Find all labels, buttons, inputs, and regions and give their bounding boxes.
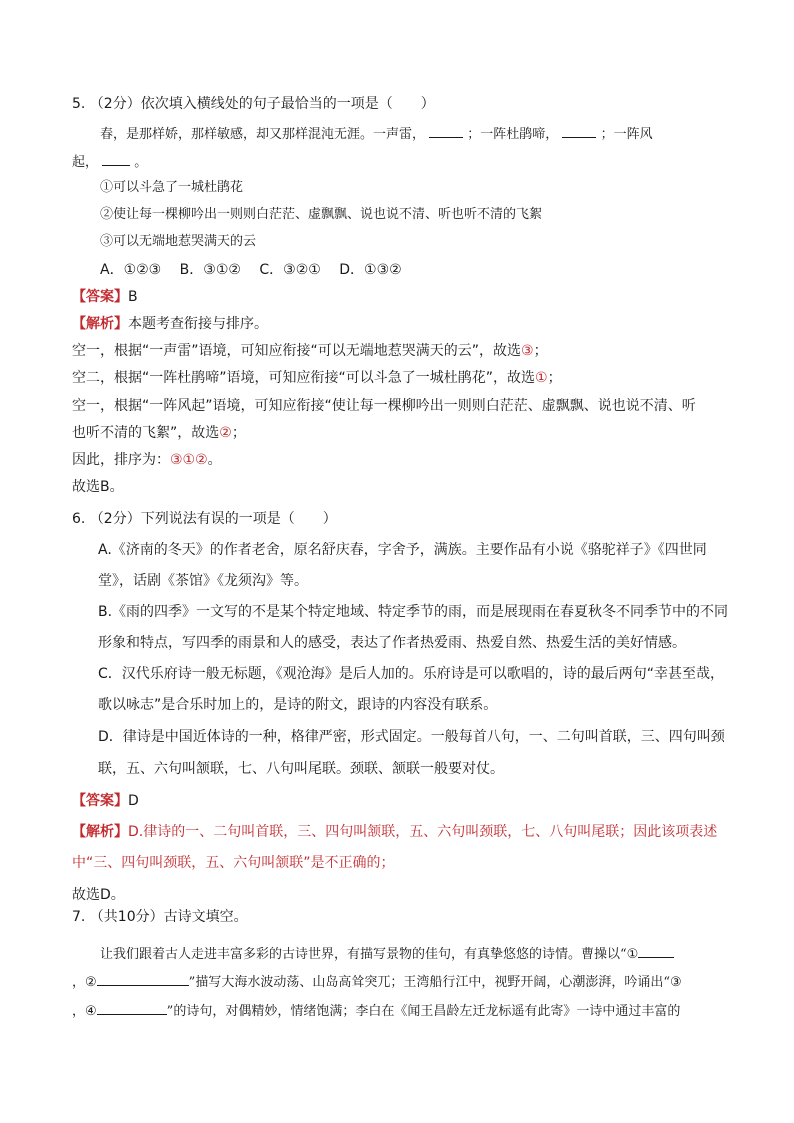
q7-blank-number-1: ①	[626, 947, 639, 962]
q5-analysis-head	[72, 314, 268, 334]
q7-blank-4[interactable]	[97, 1000, 167, 1015]
q7-passage-line-2	[72, 971, 682, 993]
q5-answer-tag: 【答案】	[72, 289, 128, 305]
q5-stem: 5. （2分）依次填入横线处的句子最恰当的一项是（ ）	[72, 96, 435, 112]
q7-passage-comma-1: ，	[72, 975, 86, 990]
q6-answer-tag: 【答案】	[72, 793, 128, 809]
q5-analysis-head-text: 本题考查衔接与排序。	[128, 316, 268, 332]
q6-option-b-line-1: B.《雨的四季》一文写的不是某个特定地域、特定季节的雨，而是展现雨在春夏秋冬不同季节中的不同	[98, 604, 729, 620]
q5-analysis-end-1: ；	[533, 343, 548, 359]
q7-passage-line-1	[100, 943, 674, 965]
q5-item-1: ①可以斗急了一城杜鹃花	[100, 180, 244, 195]
q6-answer	[72, 791, 139, 811]
q5-analysis-end-4: ；	[231, 425, 246, 441]
q5-item-3: ③可以无端地惹哭满天的云	[100, 234, 257, 249]
q5-analysis-line-4	[72, 423, 246, 443]
q5-analysis-text-4: 也听不清的飞絮”，故选	[72, 425, 220, 441]
q7-passage-text-2: ”描写大海水波动荡、山岛高耸突兀；王湾船行江中，视野开阔，心潮澎湃，吟诵出“	[188, 975, 670, 990]
q6-option-c-line-1: C．汉代乐府诗一般无标题，《观沧海》是后人加的。乐府诗是可以歌唱的，诗的最后两句“幸甚至哉，	[98, 666, 725, 682]
q7-blank-number-4: ④	[85, 1004, 97, 1019]
q6-conclusion: 故选D。	[72, 887, 125, 903]
q7-passage-text-1: 让我们跟着古人走进丰富多彩的古诗世界，有描写景物的佳句，有真挚悠悠的诗情。曹操以“	[100, 947, 627, 962]
q5-analysis-text-5: 因此，排序为：	[72, 452, 170, 468]
q7-blank-number-2: ②	[85, 975, 97, 990]
q5-answer	[72, 287, 138, 307]
q7-passage-line-3	[72, 1000, 680, 1022]
q6-analysis-line-1	[72, 822, 717, 842]
q5-analysis-end-5: 。	[207, 452, 222, 468]
q5-options: A．①②③ B．③①② C．③②① D．①③②	[100, 262, 402, 278]
q5-analysis-text-1: 空一，根据“一声雷”语境，可知应衔接“可以无端地惹哭满天的云”，故选	[72, 343, 522, 359]
q5-passage-c: ；一阵风	[600, 127, 653, 142]
q6-answer-value: D	[128, 793, 139, 809]
q7-passage-text-3: ”的诗句，对偶精妙，情绪饱满；李白在《闻王昌龄左迁龙标遥有此寄》一诗中通过丰富的	[166, 1004, 681, 1019]
q7-blank-2[interactable]	[97, 971, 189, 986]
q5-analysis-mark-4: ②	[219, 425, 232, 441]
q6-analysis-line-2: 中“三、四句叫颈联，五、六句叫颔联”是不正确的；	[72, 855, 395, 871]
q7-stem: 7. （共10分）古诗文填空。	[72, 909, 248, 925]
q5-analysis-line-2	[72, 368, 562, 388]
q5-passage-line-1	[100, 123, 653, 145]
q6-analysis-tag: 【解析】	[72, 824, 128, 840]
q5-analysis-line-5	[72, 450, 222, 470]
q5-blank-3[interactable]	[102, 151, 130, 166]
q6-option-a-line-2: 堂》，话剧《茶馆》《龙须沟》等。	[98, 573, 308, 589]
q6-stem: 6. （2分）下列说法有误的一项是（ ）	[72, 511, 337, 527]
q6-option-c-line-2: 歌以咏志”是合乐时加上的，是诗的附文，跟诗的内容没有联系。	[98, 697, 498, 713]
q5-analysis-mark-2: ①	[535, 370, 548, 386]
q5-passage-b: ；一阵杜鹃啼，	[467, 127, 559, 142]
q5-blank-2[interactable]	[562, 123, 596, 138]
q5-analysis-mark-1: ③	[521, 343, 534, 359]
q5-conclusion: 故选B。	[72, 479, 124, 495]
q5-analysis-line-1	[72, 341, 548, 361]
q5-analysis-line-3: 空一，根据“一阵风起”语境，可知应衔接“使让每一棵柳吟出一则则白茫茫、虚飘飘、说也说不清、听	[72, 398, 696, 414]
q6-analysis-text-1: D.律诗的一、二句叫首联，三、四句叫颔联，五、六句叫颈联，七、八句叫尾联；因此该项表述	[128, 824, 718, 840]
q6-option-d-line-2: 联，五、六句叫颔联，七、八句叫尾联。颈联、颔联一般要对仗。	[98, 761, 504, 777]
q5-analysis-end-2: ；	[547, 370, 562, 386]
q5-answer-value: B	[128, 289, 138, 305]
q5-analysis-tag: 【解析】	[72, 316, 128, 332]
q5-passage-end: 。	[134, 155, 148, 170]
q6-option-b-line-2: 形象和特点，写四季的雨景和人的感受，表达了作者热爱雨、热爱自然、热爱生活的美好情感。	[98, 635, 686, 651]
q7-blank-number-3: ③	[669, 975, 682, 990]
q6-option-d-line-1: D．律诗是中国近体诗的一种，格律严密，形式固定。一般每首八句，一、二句叫首联，三、四句叫颈	[98, 729, 725, 745]
q7-blank-1[interactable]	[638, 943, 674, 958]
q5-analysis-mark-5: ③①②	[170, 452, 208, 468]
q5-blank-1[interactable]	[429, 123, 463, 138]
q5-analysis-text-2: 空二，根据“一阵杜鹃啼”语境，可知应衔接“可以斗急了一城杜鹃花”，故选	[72, 370, 536, 386]
q7-passage-comma-2: ，	[72, 1004, 86, 1019]
q5-item-2: ②使让每一棵柳吟出一则则白茫茫、虚飘飘、说也说不清、听也听不清的飞絮	[100, 207, 543, 222]
q5-passage-line-2	[72, 151, 147, 173]
q6-option-a-line-1: A.《济南的冬天》的作者老舍，原名舒庆春，字舍予，满族。主要作品有小说《骆驼祥子》《四世同	[98, 542, 707, 558]
q5-passage-d: 起，	[72, 155, 99, 170]
q5-passage-a: 春，是那样娇，那样敏感，却又那样混沌无涯。一声雷，	[100, 127, 426, 142]
